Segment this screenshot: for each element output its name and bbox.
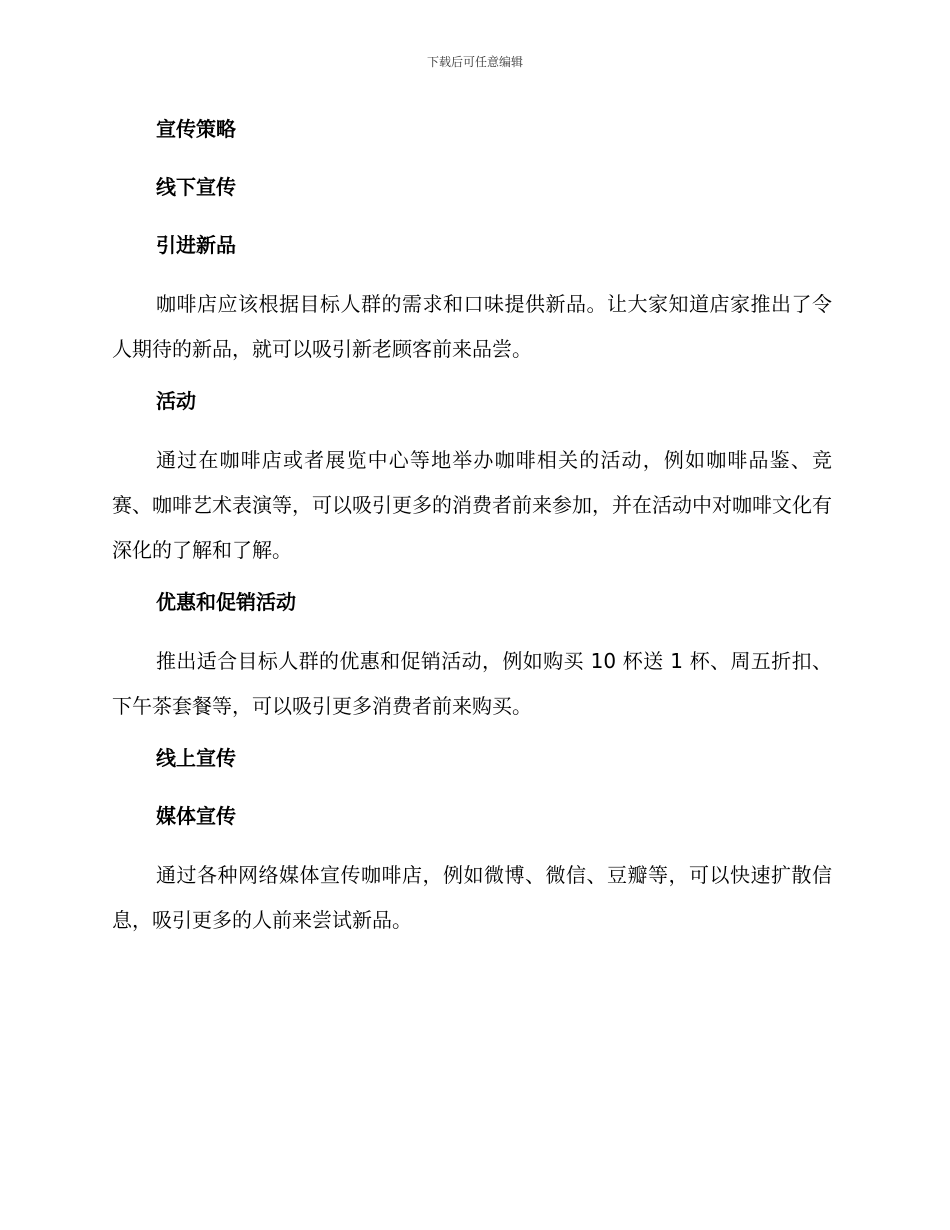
paragraph-new-products: 咖啡店应该根据目标人群的需求和口味提供新品。让大家知道店家推出了令人期待的新品，就可以吸引新老顾客前来品尝。 bbox=[112, 292, 832, 361]
document-body bbox=[112, 112, 832, 955]
paragraph-discounts: 推出适合目标人群的优惠和促销活动，例如购买 10 杯送 1 杯、周五折扣、下午茶套餐等，可以吸引更多消费者前来购买。 bbox=[112, 649, 832, 718]
section-heading-discounts: 优惠和促销活动 bbox=[156, 590, 296, 614]
section-heading-online-promotion: 线上宣传 bbox=[156, 746, 236, 770]
paragraph-media-promotion: 通过各种网络媒体宣传咖啡店，例如微博、微信、豆瓣等，可以快速扩散信息，吸引更多的人前来尝试新品。 bbox=[112, 863, 832, 932]
page-header: 下载后可任意编辑 bbox=[426, 55, 523, 69]
section-heading-media-promotion: 媒体宣传 bbox=[156, 804, 236, 828]
section-heading-events: 活动 bbox=[156, 389, 196, 413]
section-heading-offline-promotion: 线下宣传 bbox=[156, 175, 236, 199]
paragraph-events: 通过在咖啡店或者展览中心等地举办咖啡相关的活动，例如咖啡品鉴、竞赛、咖啡艺术表演等，可以吸引更多的消费者前来参加，并在活动中对咖啡文化有深化的了解和了解。 bbox=[112, 448, 832, 562]
section-heading-promotion-strategy: 宣传策略 bbox=[156, 117, 236, 141]
section-heading-new-products: 引进新品 bbox=[156, 233, 236, 257]
